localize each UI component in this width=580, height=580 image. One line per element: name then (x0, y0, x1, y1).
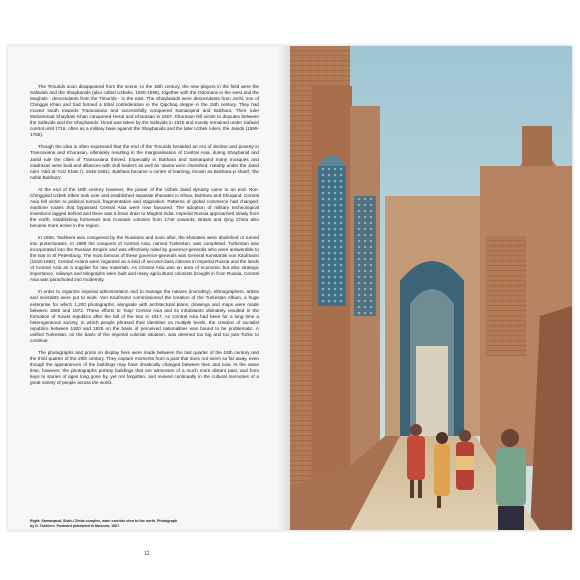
paragraph: In 1865, Tashkent was conquered by the Russians and soon after, the khanates were abolished or turned into protectorates. In 1889 the conquest of Central Asia, named Turkestan, was completed. Turkestan was incorporated into the Russian Empire and was effectively ruled by governor-generals who were answerable to the tsar in St Petersburg. The most famous of these governor-generals was General Konstantin von Kaufmann (1818-1882). Central Asians were regarded as a kind of second-class citizens in Imperial Russia and the lands of Central Asia as a supplier for raw materials. As Central Asia was an area of economic but also strategic importance, railways and telegraphs were built and many agricultural colonists brought in from Russia. Central Asia was parachuted into modernity. (30, 235, 259, 283)
left-page (8, 46, 288, 557)
page-number: 12 (144, 551, 150, 557)
paragraph: In order to organize imperial administration and to manage the natives (inorodtsy), ethnographers, artists and scientists were put to work. Von Kaufmann commissioned the creation of the Turkestan Album, a huge enterprise for which 1,200 photographs, alongside with architectural plans, drawings and maps were made between 1865 and 1872. These efforts to 'map' Central Asia and its inhabitants ultimately resulted in the formation of Soviet republics after the fall of the tsar in 1917. As Central Asia had been for a long time a heterogeneous society, in which people phrased their identities on multiple levels, the creation of socialist republics between 1920 and 1929 on the basis of perceived nationalities was bound to be problematic. A unified Turkestan, on the basis of the imperial colonial situation, was deemed too big and too pan-Turkic to continue. (30, 289, 259, 343)
photograph-shah-i-zinda (290, 46, 572, 530)
paragraph: At the end of the 18th century however, the power of the Uzbek Janid dynasty came to an end. Non-Chinggisid Uzbek tribes took over and established separate khanates in Khiva, Bukhara and Khuqand. Central Asia fell victim to political turmoil, fragmentation and stagnation. Patterns of global commerce had changed: maritime routes that bypassed Central Asia were now favoured. The adoption of military technological inventions lagged behind and there was a brain drain to Mughal India. Imperial Russia approached slowly from the north, establishing fortresses and Cossack colonies from 1740 onwards; Britain and Qing China also became more active in the region. (30, 186, 259, 228)
book-gutter-shadow (276, 46, 290, 530)
paragraph: Though the idea is often expressed that the end of the Timurids heralded an era of decline and poverty in Transoxiana and Khurasan, ultimately resulting in the marginalisation of Central Asia, during Shaybanid and Janid rule the cities of Transoxiana thrived. Especially in Bukhara and Samarqand many mosques and madrasas were built and alliances with Sufi leaders as well as 'ulama were cherished, notably under the Janid ruler 'Abd al-'Aziz Khan (r. 1645-1681). Bukhara became a centre of learning, known as Bukhara-yi sharif, 'the noble Bukhara'. (30, 144, 259, 180)
paragraph: The Timurids soon disappeared from the scene. In the 16th century, the new players in the field were the Safavids and the Shaybanids (also called Uzbeks, 1500-1598), together with the Ottomans in the west and the Mughals - descendants from the Timurids - in the east. The Shaybanids were descendants from Jochi, son of Chinggis Khan and had formed a tribal confederation in the Qipchaq steppe in the 15th century. They had moved south towards Transoxiana and successfully conquered Samarqand and Bukhara. Their ruler Muhammad Shaybani Khan conquered Herat and Khorasan in 1507. Khorasan fell victim to disputes between the Safavids and the Shaybanids. Herat was taken by the Safavids in 1510 and mostly remained under Safavid control until 1716, often as a military base against the Shaybanids and the later Uzbek rulers, the Janids (1599-1785). (30, 84, 259, 138)
paragraph: The photographs and prints on display here were made between the last quarter of the 19th century and the third quarter of the 20th century. They capture moments from a past that does not seem so far away, even though the appearances of the buildings may have drastically changed between then and now. At the same time, however, the photographs portray buildings that are witnesses of a much more distant past, and form keys to stories of ages long gone by, yet not forgotten, and revived continually in the cultural memories of a great variety of people across the world. (30, 349, 259, 386)
photo-caption: Right: Samarqand, Shah-i Zinda complex, main corridor view to the north. Photograph by D. Tokhiere. Postcard published in Moscow, 1967. (30, 519, 178, 528)
body-text (30, 84, 259, 392)
book-spread (8, 46, 572, 557)
